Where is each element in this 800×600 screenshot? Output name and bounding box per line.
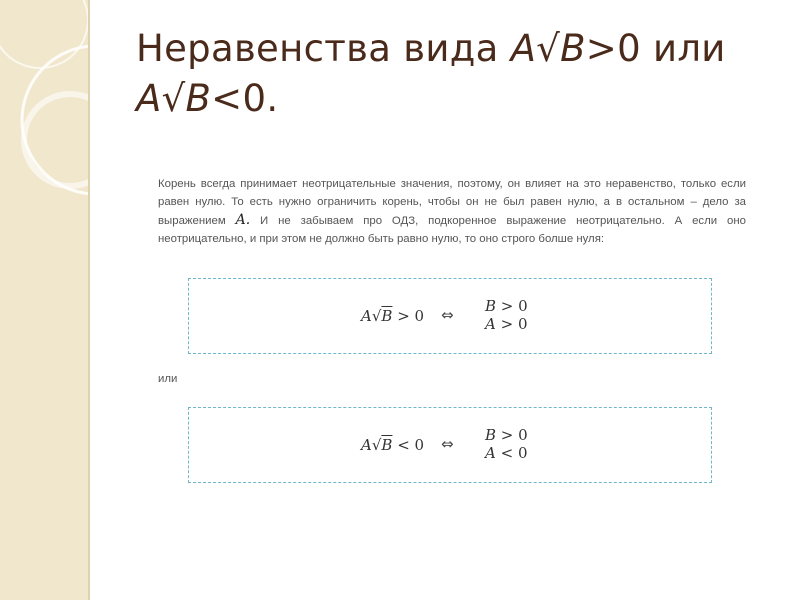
equivalence-icon: ⇔ xyxy=(441,435,454,453)
or-label: или xyxy=(158,373,178,385)
intro-text-1: Корень всегда принимает неотрицательные значения, поэтому, он влияет на это неравенство, только если равен нулю. То есть нужно ограничить корень, чтобы он не был равен нулю, а в остальном – дело за выражением xyxy=(158,178,746,227)
formula-1-line-2-var: A xyxy=(485,315,496,333)
formula-1-var-a: A xyxy=(361,307,372,325)
title-mid: >0 или xyxy=(585,27,726,70)
formula-1-relation: > 0 xyxy=(392,307,425,325)
formula-2-line-2-rel: < 0 xyxy=(495,444,528,462)
formula-1-system xyxy=(485,297,528,333)
formula-1-var-b: B xyxy=(381,307,393,325)
equivalence-icon: ⇔ xyxy=(441,306,454,324)
slide-title xyxy=(136,24,776,124)
formula-box-1 xyxy=(188,278,712,354)
formula-1-line-1-var: B xyxy=(485,297,497,315)
intro-text-2: И не забываем про ОДЗ, подкоренное выражение неотрицательно. А если оно неотрицательно, и при этом не должно быть равно нулю, то оно строго болше нуля: xyxy=(158,215,746,245)
intro-variable: A. xyxy=(235,212,251,228)
title-suffix: <0. xyxy=(211,77,279,120)
title-prefix: Неравенства вида xyxy=(136,27,511,70)
formula-1-line-1 xyxy=(485,297,528,315)
formula-2-line-1-var: B xyxy=(485,426,497,444)
formula-1-line-2 xyxy=(485,315,528,333)
sqrt-icon: √ xyxy=(371,436,382,454)
formula-2-var-b: B xyxy=(381,436,393,454)
title-expr-2: A√B xyxy=(136,77,212,120)
formula-2-relation: < 0 xyxy=(392,436,425,454)
formula-2-line-1-rel: > 0 xyxy=(496,426,528,444)
decorative-circles xyxy=(0,0,88,600)
formula-1-line-1-rel: > 0 xyxy=(496,297,528,315)
formula-2-line-2 xyxy=(485,444,528,462)
intro-paragraph xyxy=(158,175,746,248)
sqrt-icon: √ xyxy=(371,307,382,325)
formula-2-var-a: A xyxy=(361,436,372,454)
formula-1-line-2-rel: > 0 xyxy=(495,315,528,333)
formula-2-line-1 xyxy=(485,426,528,444)
formula-box-2 xyxy=(188,407,712,483)
decorative-side-strip xyxy=(0,0,90,600)
formula-2-lhs xyxy=(361,436,424,454)
content-image xyxy=(158,175,746,462)
formula-2-line-2-var: A xyxy=(485,444,496,462)
formula-2-system xyxy=(485,426,528,462)
title-expr-1: A√B xyxy=(510,27,586,70)
formula-1-lhs xyxy=(361,307,424,325)
